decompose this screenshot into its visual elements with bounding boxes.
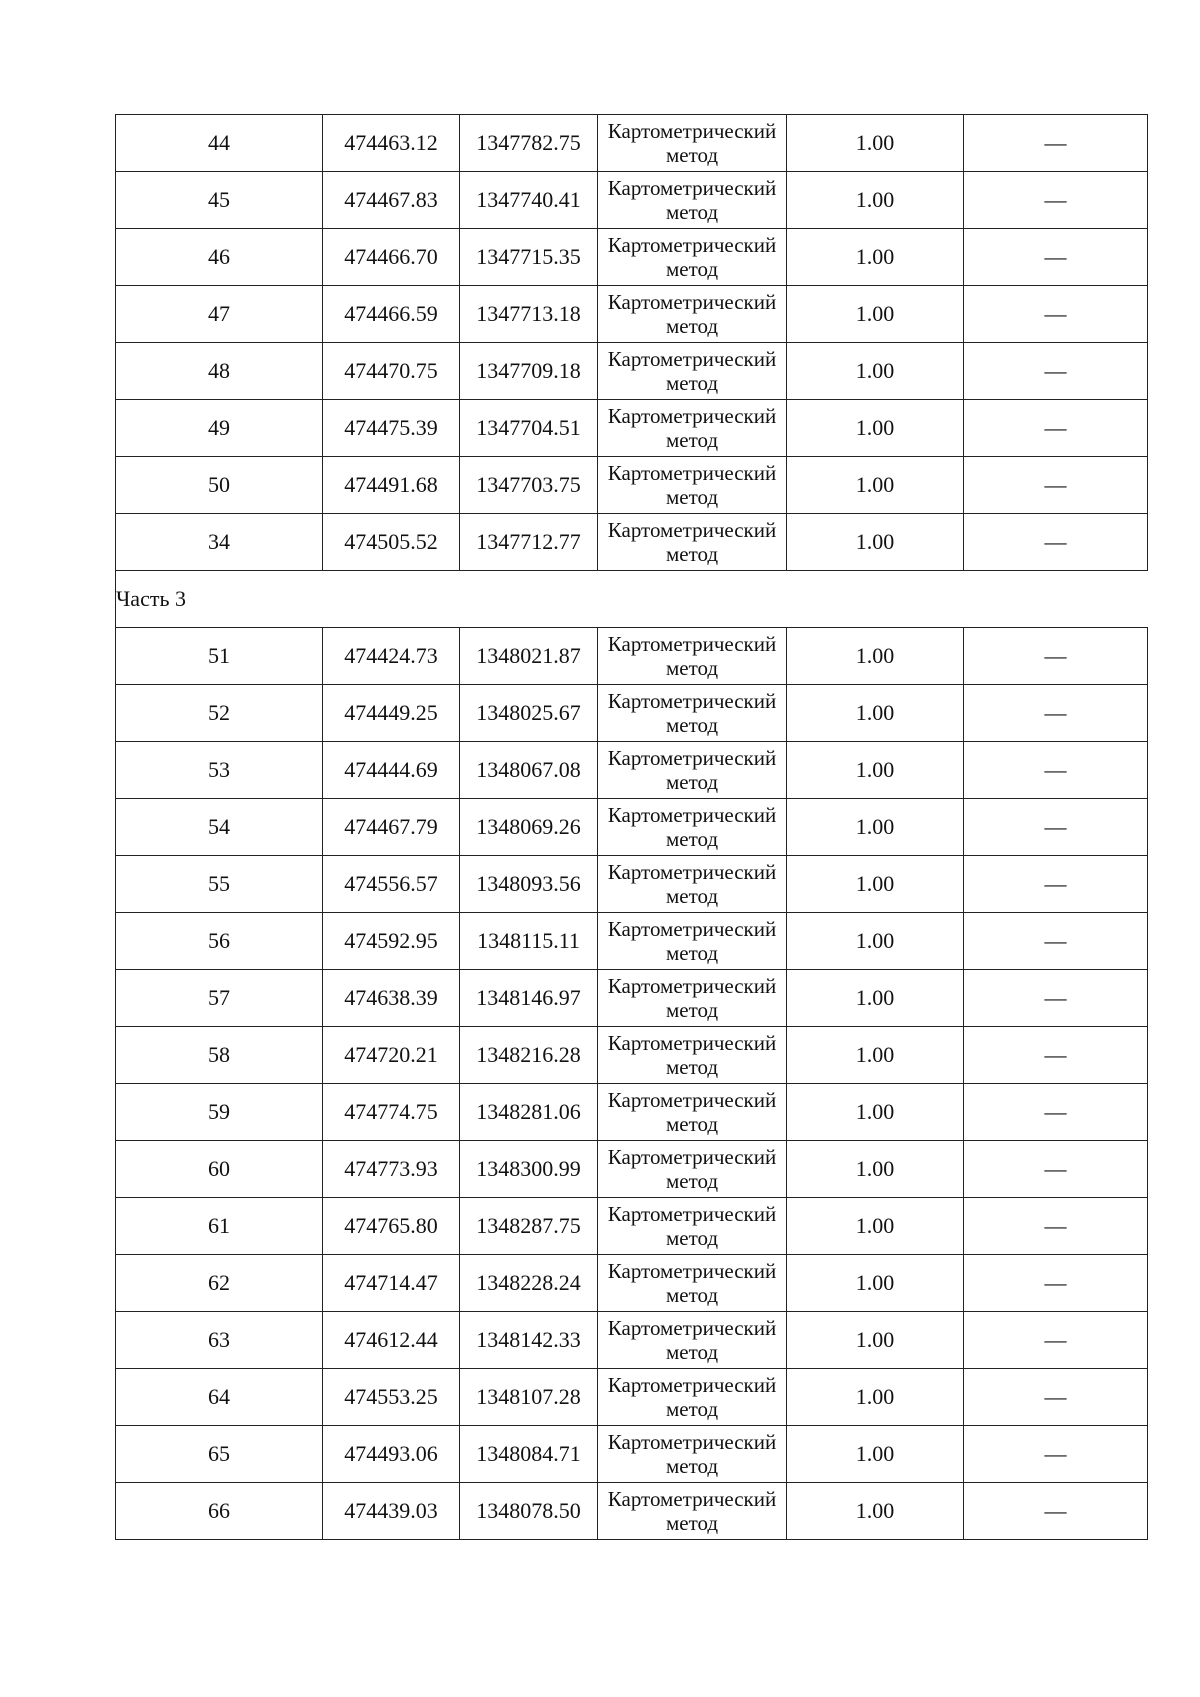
table-row bbox=[116, 286, 1148, 343]
method-cell: Картометрический метод bbox=[598, 514, 787, 571]
table-row bbox=[116, 1255, 1148, 1312]
x-coordinate-cell: 474466.70 bbox=[323, 229, 460, 286]
table-row bbox=[116, 1312, 1148, 1369]
note-cell: — bbox=[964, 1198, 1148, 1255]
x-coordinate-cell: 474592.95 bbox=[323, 913, 460, 970]
accuracy-cell: 1.00 bbox=[787, 1426, 964, 1483]
table-row bbox=[116, 343, 1148, 400]
point-number-cell: 56 bbox=[116, 913, 323, 970]
y-coordinate-cell: 1347782.75 bbox=[460, 115, 598, 172]
method-cell: Картометрический метод bbox=[598, 115, 787, 172]
x-coordinate-cell: 474493.06 bbox=[323, 1426, 460, 1483]
table-row bbox=[116, 457, 1148, 514]
table-row bbox=[116, 1426, 1148, 1483]
y-coordinate-cell: 1348146.97 bbox=[460, 970, 598, 1027]
accuracy-cell: 1.00 bbox=[787, 1084, 964, 1141]
y-coordinate-cell: 1348142.33 bbox=[460, 1312, 598, 1369]
y-coordinate-cell: 1348287.75 bbox=[460, 1198, 598, 1255]
point-number-cell: 47 bbox=[116, 286, 323, 343]
accuracy-cell: 1.00 bbox=[787, 457, 964, 514]
note-cell: — bbox=[964, 514, 1148, 571]
x-coordinate-cell: 474553.25 bbox=[323, 1369, 460, 1426]
method-cell: Картометрический метод bbox=[598, 913, 787, 970]
y-coordinate-cell: 1348093.56 bbox=[460, 856, 598, 913]
coordinates-table-body bbox=[116, 115, 1148, 1540]
x-coordinate-cell: 474424.73 bbox=[323, 628, 460, 685]
x-coordinate-cell: 474556.57 bbox=[323, 856, 460, 913]
point-number-cell: 65 bbox=[116, 1426, 323, 1483]
accuracy-cell: 1.00 bbox=[787, 172, 964, 229]
table-row bbox=[116, 685, 1148, 742]
point-number-cell: 62 bbox=[116, 1255, 323, 1312]
y-coordinate-cell: 1348078.50 bbox=[460, 1483, 598, 1540]
point-number-cell: 55 bbox=[116, 856, 323, 913]
note-cell: — bbox=[964, 1312, 1148, 1369]
x-coordinate-cell: 474475.39 bbox=[323, 400, 460, 457]
note-cell: — bbox=[964, 115, 1148, 172]
point-number-cell: 51 bbox=[116, 628, 323, 685]
method-cell: Картометрический метод bbox=[598, 343, 787, 400]
accuracy-cell: 1.00 bbox=[787, 742, 964, 799]
x-coordinate-cell: 474439.03 bbox=[323, 1483, 460, 1540]
method-cell: Картометрический метод bbox=[598, 799, 787, 856]
x-coordinate-cell: 474612.44 bbox=[323, 1312, 460, 1369]
table-row bbox=[116, 115, 1148, 172]
method-cell: Картометрический метод bbox=[598, 1312, 787, 1369]
note-cell: — bbox=[964, 286, 1148, 343]
method-cell: Картометрический метод bbox=[598, 970, 787, 1027]
coordinates-table bbox=[115, 114, 1148, 1540]
method-cell: Картометрический метод bbox=[598, 685, 787, 742]
table-row bbox=[116, 1369, 1148, 1426]
note-cell: — bbox=[964, 1369, 1148, 1426]
method-cell: Картометрический метод bbox=[598, 1483, 787, 1540]
table-row bbox=[116, 172, 1148, 229]
accuracy-cell: 1.00 bbox=[787, 229, 964, 286]
x-coordinate-cell: 474470.75 bbox=[323, 343, 460, 400]
note-cell: — bbox=[964, 970, 1148, 1027]
y-coordinate-cell: 1348069.26 bbox=[460, 799, 598, 856]
x-coordinate-cell: 474466.59 bbox=[323, 286, 460, 343]
table-row bbox=[116, 856, 1148, 913]
accuracy-cell: 1.00 bbox=[787, 628, 964, 685]
x-coordinate-cell: 474444.69 bbox=[323, 742, 460, 799]
method-cell: Картометрический метод bbox=[598, 1027, 787, 1084]
y-coordinate-cell: 1347712.77 bbox=[460, 514, 598, 571]
y-coordinate-cell: 1348025.67 bbox=[460, 685, 598, 742]
point-number-cell: 44 bbox=[116, 115, 323, 172]
y-coordinate-cell: 1347709.18 bbox=[460, 343, 598, 400]
x-coordinate-cell: 474773.93 bbox=[323, 1141, 460, 1198]
point-number-cell: 54 bbox=[116, 799, 323, 856]
note-cell: — bbox=[964, 1141, 1148, 1198]
y-coordinate-cell: 1348300.99 bbox=[460, 1141, 598, 1198]
method-cell: Картометрический метод bbox=[598, 628, 787, 685]
y-coordinate-cell: 1348107.28 bbox=[460, 1369, 598, 1426]
point-number-cell: 61 bbox=[116, 1198, 323, 1255]
y-coordinate-cell: 1347703.75 bbox=[460, 457, 598, 514]
x-coordinate-cell: 474463.12 bbox=[323, 115, 460, 172]
point-number-cell: 50 bbox=[116, 457, 323, 514]
x-coordinate-cell: 474449.25 bbox=[323, 685, 460, 742]
table-row bbox=[116, 1198, 1148, 1255]
note-cell: — bbox=[964, 1084, 1148, 1141]
accuracy-cell: 1.00 bbox=[787, 286, 964, 343]
point-number-cell: 45 bbox=[116, 172, 323, 229]
note-cell: — bbox=[964, 457, 1148, 514]
note-cell: — bbox=[964, 913, 1148, 970]
y-coordinate-cell: 1348281.06 bbox=[460, 1084, 598, 1141]
method-cell: Картометрический метод bbox=[598, 1141, 787, 1198]
note-cell: — bbox=[964, 1483, 1148, 1540]
y-coordinate-cell: 1348084.71 bbox=[460, 1426, 598, 1483]
y-coordinate-cell: 1347715.35 bbox=[460, 229, 598, 286]
x-coordinate-cell: 474491.68 bbox=[323, 457, 460, 514]
point-number-cell: 60 bbox=[116, 1141, 323, 1198]
note-cell: — bbox=[964, 1426, 1148, 1483]
accuracy-cell: 1.00 bbox=[787, 1141, 964, 1198]
x-coordinate-cell: 474467.79 bbox=[323, 799, 460, 856]
note-cell: — bbox=[964, 400, 1148, 457]
x-coordinate-cell: 474505.52 bbox=[323, 514, 460, 571]
method-cell: Картометрический метод bbox=[598, 172, 787, 229]
x-coordinate-cell: 474774.75 bbox=[323, 1084, 460, 1141]
note-cell: — bbox=[964, 742, 1148, 799]
method-cell: Картометрический метод bbox=[598, 1255, 787, 1312]
section-header-row bbox=[116, 571, 1148, 628]
table-row bbox=[116, 400, 1148, 457]
accuracy-cell: 1.00 bbox=[787, 1312, 964, 1369]
table-row bbox=[116, 970, 1148, 1027]
accuracy-cell: 1.00 bbox=[787, 343, 964, 400]
table-row bbox=[116, 1141, 1148, 1198]
point-number-cell: 34 bbox=[116, 514, 323, 571]
y-coordinate-cell: 1348216.28 bbox=[460, 1027, 598, 1084]
point-number-cell: 63 bbox=[116, 1312, 323, 1369]
y-coordinate-cell: 1348021.87 bbox=[460, 628, 598, 685]
y-coordinate-cell: 1348228.24 bbox=[460, 1255, 598, 1312]
y-coordinate-cell: 1347704.51 bbox=[460, 400, 598, 457]
note-cell: — bbox=[964, 1255, 1148, 1312]
accuracy-cell: 1.00 bbox=[787, 1027, 964, 1084]
x-coordinate-cell: 474638.39 bbox=[323, 970, 460, 1027]
accuracy-cell: 1.00 bbox=[787, 913, 964, 970]
point-number-cell: 66 bbox=[116, 1483, 323, 1540]
method-cell: Картометрический метод bbox=[598, 1084, 787, 1141]
note-cell: — bbox=[964, 1027, 1148, 1084]
accuracy-cell: 1.00 bbox=[787, 1255, 964, 1312]
table-row bbox=[116, 799, 1148, 856]
method-cell: Картометрический метод bbox=[598, 856, 787, 913]
point-number-cell: 59 bbox=[116, 1084, 323, 1141]
accuracy-cell: 1.00 bbox=[787, 400, 964, 457]
x-coordinate-cell: 474714.47 bbox=[323, 1255, 460, 1312]
section-title: Часть 3 bbox=[116, 571, 1148, 628]
note-cell: — bbox=[964, 685, 1148, 742]
point-number-cell: 58 bbox=[116, 1027, 323, 1084]
y-coordinate-cell: 1347740.41 bbox=[460, 172, 598, 229]
y-coordinate-cell: 1348067.08 bbox=[460, 742, 598, 799]
table-row bbox=[116, 742, 1148, 799]
point-number-cell: 53 bbox=[116, 742, 323, 799]
accuracy-cell: 1.00 bbox=[787, 514, 964, 571]
point-number-cell: 57 bbox=[116, 970, 323, 1027]
table-row bbox=[116, 913, 1148, 970]
table-row bbox=[116, 1483, 1148, 1540]
table-row bbox=[116, 514, 1148, 571]
method-cell: Картометрический метод bbox=[598, 1369, 787, 1426]
accuracy-cell: 1.00 bbox=[787, 970, 964, 1027]
method-cell: Картометрический метод bbox=[598, 457, 787, 514]
table-row bbox=[116, 1084, 1148, 1141]
method-cell: Картометрический метод bbox=[598, 1198, 787, 1255]
accuracy-cell: 1.00 bbox=[787, 1483, 964, 1540]
note-cell: — bbox=[964, 799, 1148, 856]
x-coordinate-cell: 474720.21 bbox=[323, 1027, 460, 1084]
point-number-cell: 52 bbox=[116, 685, 323, 742]
x-coordinate-cell: 474467.83 bbox=[323, 172, 460, 229]
table-row bbox=[116, 229, 1148, 286]
accuracy-cell: 1.00 bbox=[787, 685, 964, 742]
note-cell: — bbox=[964, 229, 1148, 286]
method-cell: Картометрический метод bbox=[598, 229, 787, 286]
point-number-cell: 48 bbox=[116, 343, 323, 400]
table-row bbox=[116, 1027, 1148, 1084]
method-cell: Картометрический метод bbox=[598, 400, 787, 457]
table-row bbox=[116, 628, 1148, 685]
y-coordinate-cell: 1347713.18 bbox=[460, 286, 598, 343]
accuracy-cell: 1.00 bbox=[787, 1369, 964, 1426]
note-cell: — bbox=[964, 172, 1148, 229]
note-cell: — bbox=[964, 628, 1148, 685]
accuracy-cell: 1.00 bbox=[787, 856, 964, 913]
method-cell: Картометрический метод bbox=[598, 742, 787, 799]
x-coordinate-cell: 474765.80 bbox=[323, 1198, 460, 1255]
point-number-cell: 46 bbox=[116, 229, 323, 286]
method-cell: Картометрический метод bbox=[598, 286, 787, 343]
method-cell: Картометрический метод bbox=[598, 1426, 787, 1483]
note-cell: — bbox=[964, 343, 1148, 400]
point-number-cell: 64 bbox=[116, 1369, 323, 1426]
accuracy-cell: 1.00 bbox=[787, 1198, 964, 1255]
y-coordinate-cell: 1348115.11 bbox=[460, 913, 598, 970]
accuracy-cell: 1.00 bbox=[787, 115, 964, 172]
note-cell: — bbox=[964, 856, 1148, 913]
point-number-cell: 49 bbox=[116, 400, 323, 457]
accuracy-cell: 1.00 bbox=[787, 799, 964, 856]
